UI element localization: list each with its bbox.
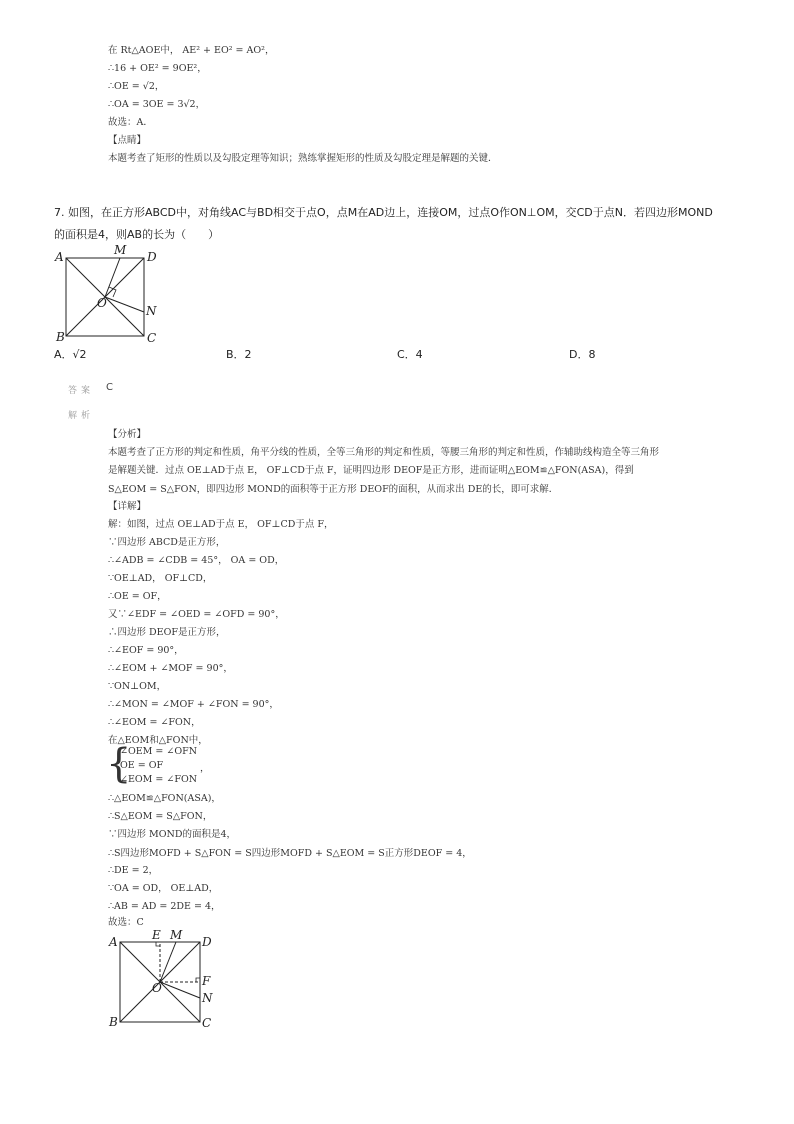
question-figure	[50, 244, 170, 344]
label-o-2: O	[152, 981, 162, 995]
question-line-2: 的面积是4，则AB的长为（ ）	[54, 228, 220, 241]
step2-3: ∵四边形 MOND的面积是4，	[108, 829, 237, 840]
option-b[interactable]: B．2	[226, 348, 252, 361]
step-8: ∴∠EOF = 90°，	[108, 645, 184, 656]
analysis-p1: 本题考查了正方形的判定和性质，角平分线的性质，全等三角形的判定和性质，等腰三角形的判定和性质，作辅助线构造全等三角形	[108, 447, 660, 458]
segment-on-2	[160, 982, 200, 998]
step-10: ∵ON⊥OM，	[108, 681, 167, 692]
prev-line-1: 在 Rt△AOE中， AE² + EO² = AO²，	[108, 45, 275, 56]
step-1: 解：如图，过点 OE⊥AD于点 E， OF⊥CD于点 F，	[108, 519, 334, 530]
step-3: ∴∠ADB = ∠CDB = 45°， OA = OD，	[108, 555, 285, 566]
answer-tag: 答案	[68, 386, 95, 396]
system-eq-1: ∠OEM = ∠OFN	[120, 746, 198, 757]
label-m: M	[114, 244, 127, 257]
analysis-p2: 是解题关键．过点 OE⊥AD于点 E， OF⊥CD于点 F，证明四边形 DEOF是正方形，进而证明△EOM≌△FON(ASA)，得到	[108, 465, 634, 476]
segment-on	[105, 297, 144, 312]
option-a[interactable]: A．√2	[54, 348, 87, 361]
step2-4: ∴S四边形MOFD + S△FON = S四边形MOFD + S△EOM = S正方形DEOF = 4，	[108, 848, 472, 859]
step-7: ∴四边形 DEOF是正方形，	[108, 627, 226, 638]
option-d[interactable]: D．8	[569, 348, 596, 361]
prev-line-6: 【点睛】	[108, 135, 147, 146]
step-6: 又∵∠EDF = ∠OED = ∠OFD = 90°，	[108, 609, 285, 620]
label-c: C	[147, 331, 157, 344]
step-4: ∵OE⊥AD， OF⊥CD，	[108, 573, 213, 584]
label-b-2: B	[109, 1015, 118, 1029]
step2-5: ∴DE = 2，	[108, 865, 159, 876]
right-angle-e	[156, 942, 160, 946]
question-line-1: 7. 如图，在正方形ABCD中，对角线AC与BD相交于点O，点M在AD边上，连接OM，过点O作ON⊥OM，交CD于点N．若四边形MOND	[54, 206, 713, 219]
step2-6: ∵OA = OD， OE⊥AD，	[108, 883, 219, 894]
step-13: 在△EOM和△FON中，	[108, 735, 208, 746]
analysis-tag: 解析	[68, 411, 95, 421]
label-o: O	[97, 296, 107, 310]
step-5: ∴OE = OF，	[108, 591, 167, 602]
option-c[interactable]: C．4	[397, 348, 423, 361]
label-n-2: N	[202, 991, 213, 1005]
label-d-2: D	[202, 935, 212, 949]
label-n: N	[146, 304, 157, 318]
label-b: B	[56, 330, 65, 344]
prev-line-3: ∴OE = √2，	[108, 81, 165, 92]
label-a: A	[55, 250, 64, 264]
step-11: ∴∠MON = ∠MOF + ∠FON = 90°，	[108, 699, 279, 710]
system-comma: ，	[200, 763, 210, 774]
step2-1: ∴△EOM≌△FON(ASA)，	[108, 793, 221, 804]
analysis-p3: S△EOM = S△FON，即四边形 MOND的面积等于正方形 DEOF的面积，从而求出 DE的长，即可求解．	[108, 484, 559, 495]
label-a-2: A	[109, 935, 118, 949]
system-brace: {	[106, 741, 132, 787]
label-f-2: F	[202, 974, 211, 988]
system-eq-2: OE = OF	[120, 760, 164, 771]
label-d: D	[147, 250, 157, 264]
step-2: ∵四边形 ABCD是正方形，	[108, 537, 226, 548]
system-eq-3: ∠EOM = ∠FON	[120, 774, 198, 785]
step2-8: 故选：C	[108, 917, 144, 928]
label-m-2: M	[170, 928, 183, 942]
step2-7: ∴AB = AD = 2DE = 4，	[108, 901, 221, 912]
segment-om-2	[160, 942, 176, 982]
prev-line-5: 故选：A．	[108, 117, 153, 128]
label-e-2: E	[152, 928, 161, 942]
right-angle-f	[196, 978, 200, 982]
prev-line-4: ∴OA = 3OE = 3√2，	[108, 99, 206, 110]
prev-line-2: ∴16 + OE² = 9OE²，	[108, 63, 207, 74]
segment-om	[105, 258, 120, 297]
analysis-header: 【分析】	[108, 429, 147, 440]
step-12: ∴∠EOM = ∠FON，	[108, 717, 201, 728]
solution-figure	[104, 928, 224, 1032]
prev-line-7: 本题考查了矩形的性质以及勾股定理等知识；熟练掌握矩形的性质及勾股定理是解题的关键．	[108, 153, 498, 164]
detail-header: 【详解】	[108, 501, 147, 512]
step-9: ∴∠EOM + ∠MOF = 90°，	[108, 663, 233, 674]
step2-2: ∴S△EOM = S△FON，	[108, 811, 213, 822]
label-c-2: C	[202, 1016, 212, 1030]
answer-value: C	[106, 382, 113, 393]
